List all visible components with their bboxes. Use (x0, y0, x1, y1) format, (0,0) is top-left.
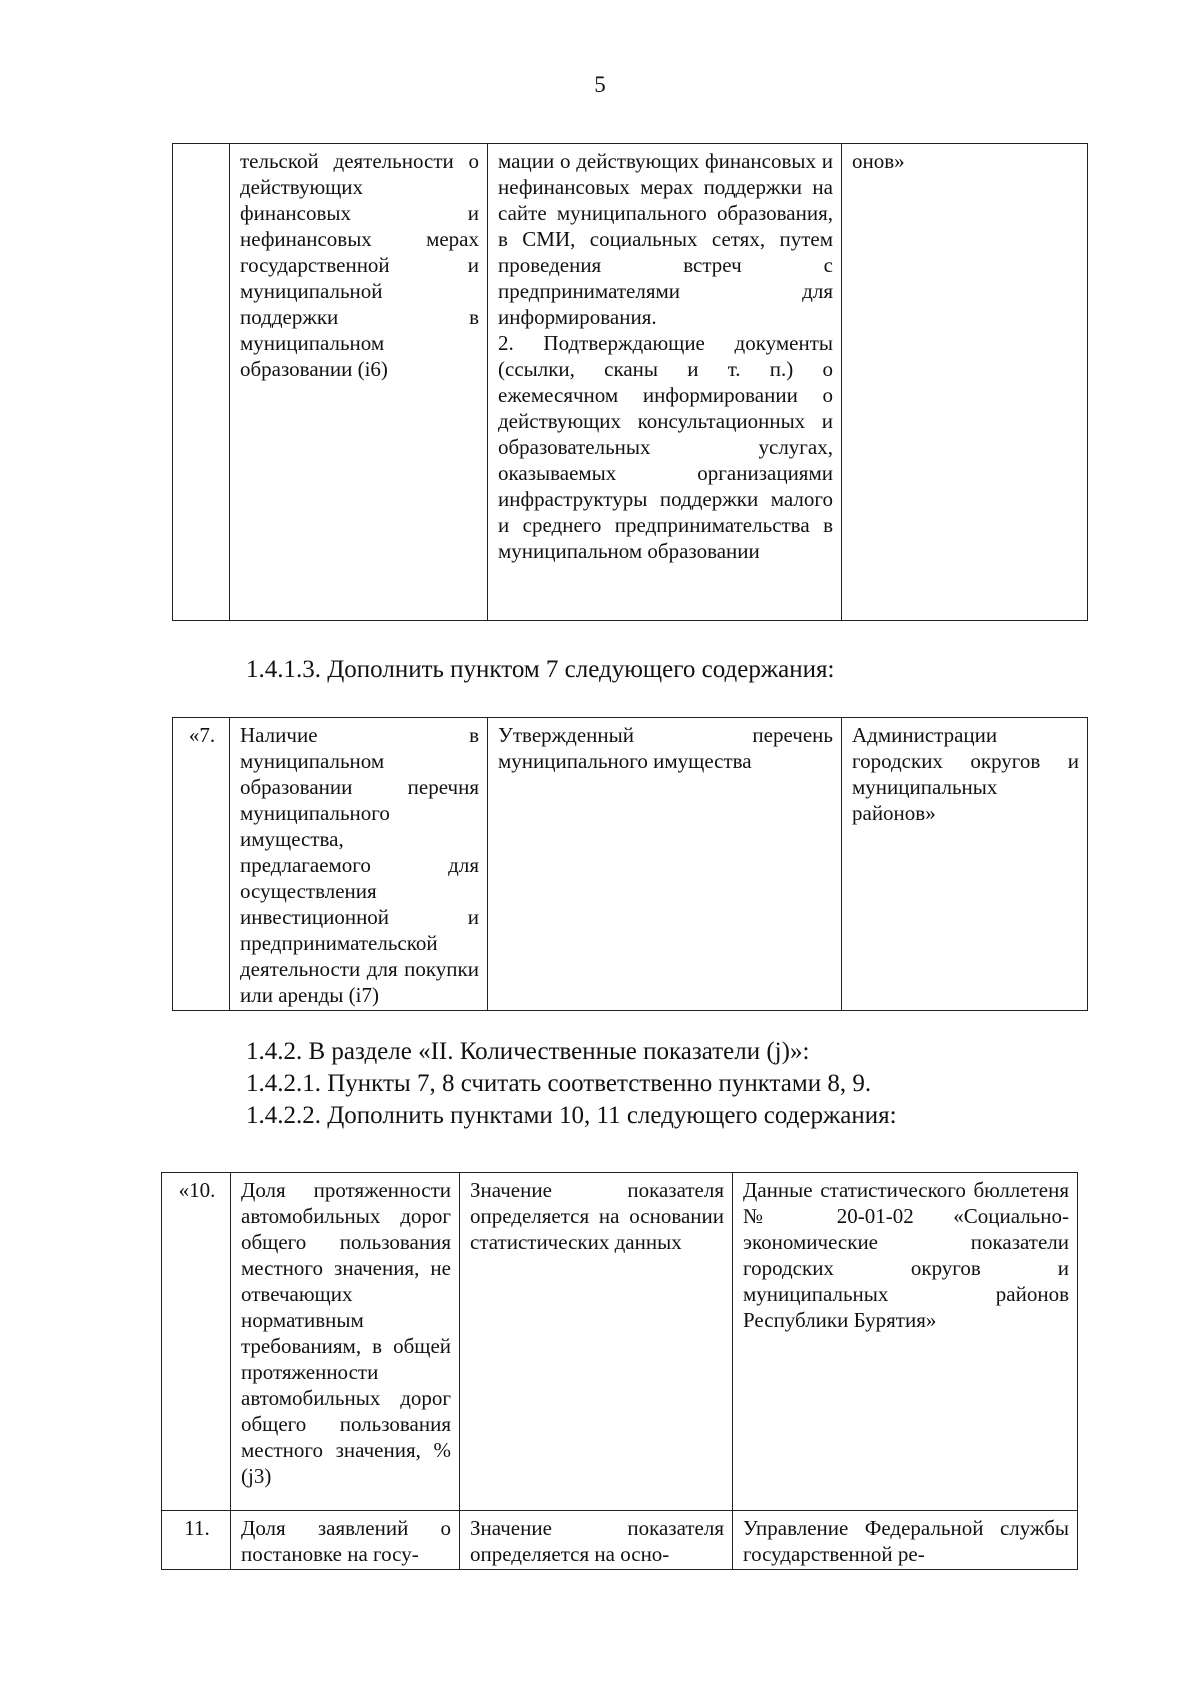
table-row (173, 718, 1088, 1011)
table-row (162, 1511, 1078, 1570)
documents-item-2: 2. Подтверждающие документы (ссылки, сканы и т. п.) о ежемесячном информировании о действующих консультационных и образовательных услугах, оказываемых организациями инфраструктуры поддержки малого и среднего предпринимательства в муниципальном образовании (498, 331, 833, 563)
row-number: 11. (162, 1511, 231, 1570)
table-row (162, 1173, 1078, 1511)
table-row (173, 144, 1088, 621)
paragraph-1-4-2-2: 1.4.2.2. Дополнить пунктами 10, 11 следующего содержания: (246, 1102, 897, 1129)
page-number: 5 (594, 72, 606, 97)
method-cell: Значение показателя определяется на осно- (460, 1511, 733, 1570)
documents-cell: Утвержденный перечень муниципального имущества (488, 718, 842, 1011)
source-cell: Управление Федеральной службы государственной ре- (733, 1511, 1078, 1570)
paragraph-1-4-2-1: 1.4.2.1. Пункты 7, 8 считать соответственно пунктами 8, 9. (246, 1070, 872, 1097)
indicator-cell: Наличие в муниципальном образовании перечня муниципального имущества, предлагаемого для осуществления инвестиционной и предпринимательской деятельности для покупки или аренды (i7) (230, 718, 488, 1011)
row-number (173, 144, 230, 621)
paragraph-1-4-2: 1.4.2. В разделе «II. Количественные показатели (j)»: (246, 1038, 810, 1065)
source-cell: Данные статистического бюллетеня № 20-01-02 «Социально-экономические показатели городских округов и муниципальных районов Республики Бурятия» (733, 1173, 1078, 1511)
row-number: «10. (162, 1173, 231, 1511)
indicator-cell: тельской деятельности о действующих финансовых и нефинансовых мерах государственной и муниципальной поддержки в муниципальном образовании (i6) (230, 144, 488, 621)
table-quantitative-indicators (161, 1172, 1078, 1570)
row-number: «7. (173, 718, 230, 1011)
method-cell: Значение показателя определяется на основании статистических данных (460, 1173, 733, 1511)
documents-item-1: мации о действующих финансовых и нефинансовых мерах поддержки на сайте муниципального образования, в СМИ, социальных сетях, путем проведения встреч с предпринимателями для информирования. (498, 149, 833, 329)
indicator-cell: Доля заявлений о постановке на госу- (231, 1511, 460, 1570)
responsible-cell: онов» (842, 144, 1088, 621)
paragraph-1-4-1-3: 1.4.1.3. Дополнить пунктом 7 следующего содержания: (246, 656, 835, 683)
table-indicator-7 (172, 717, 1088, 1011)
table-indicators-continuation (172, 143, 1088, 621)
responsible-cell: Администрации городских округов и муниципальных районов» (842, 718, 1088, 1011)
indicator-cell: Доля протяженности автомобильных дорог общего пользования местного значения, не отвечающих нормативным требованиям, в общей протяженности автомобильных дорог общего пользования местного значения, % (j3) (231, 1173, 460, 1511)
documents-cell (488, 144, 842, 621)
